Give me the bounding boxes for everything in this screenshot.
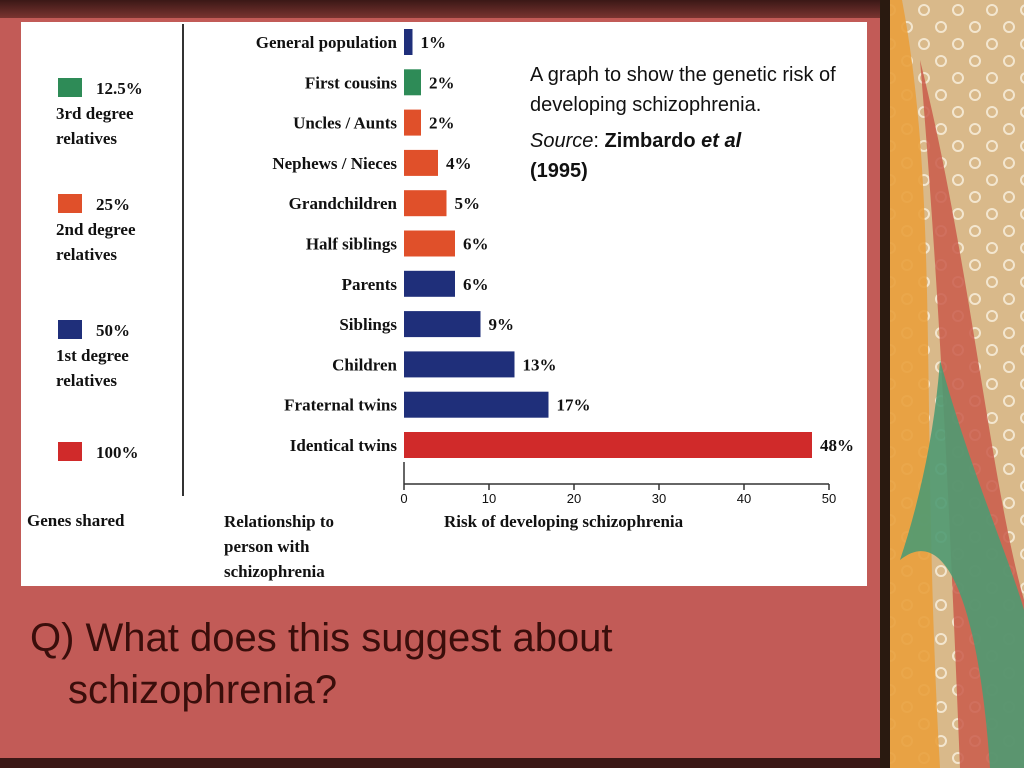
legend-percent: 25% xyxy=(96,195,130,214)
x-tick-label: 20 xyxy=(566,491,582,506)
bar xyxy=(404,432,812,458)
question-text xyxy=(30,612,860,716)
genes-heading: Genes shared xyxy=(27,511,125,530)
category-label: Grandchildren xyxy=(288,194,397,214)
value-label: 5% xyxy=(454,194,480,214)
bar xyxy=(404,392,549,418)
source-year: (1995) xyxy=(530,160,588,182)
bar xyxy=(404,29,413,55)
caption-source xyxy=(530,126,850,186)
relationship-heading-line-1: Relationship to xyxy=(224,512,335,531)
x-tick-label: 10 xyxy=(481,491,497,506)
value-label: 17% xyxy=(556,395,591,415)
question-line-2: schizophrenia? xyxy=(68,668,338,712)
caption-title: A graph to show the genetic risk of developing schizophrenia. xyxy=(530,64,836,116)
x-tick-label: 30 xyxy=(651,491,667,506)
legend-label: 2nd degree xyxy=(56,220,136,239)
value-label: 1% xyxy=(420,33,446,52)
legend-label: 3rd degree xyxy=(56,104,134,123)
legend-swatch xyxy=(58,320,82,339)
x-tick-label: 50 xyxy=(821,491,837,506)
bar xyxy=(404,69,421,95)
value-label: 4% xyxy=(446,153,472,173)
value-label: 2% xyxy=(429,113,455,133)
value-label: 2% xyxy=(429,73,455,93)
decorative-side-panel xyxy=(880,0,1024,768)
slide-top-bar xyxy=(0,0,880,18)
x-axis-label: Risk of developing schizophrenia xyxy=(444,512,684,531)
chart-caption xyxy=(530,60,850,186)
category-label: General population xyxy=(255,33,397,52)
category-label: Fraternal twins xyxy=(284,395,397,415)
bar xyxy=(404,311,481,337)
bar xyxy=(404,150,438,176)
legend-label: relatives xyxy=(56,129,118,148)
value-label: 6% xyxy=(463,274,489,294)
legend-swatch xyxy=(58,78,82,97)
source-author: Zimbardo xyxy=(604,130,702,152)
deco-divider xyxy=(880,0,890,768)
legend-percent: 12.5% xyxy=(96,79,143,98)
relationship-heading-line-3: schizophrenia xyxy=(224,562,325,581)
legend-swatch xyxy=(58,442,82,461)
slide-bottom-bar xyxy=(0,758,880,768)
legend-percent: 100% xyxy=(96,443,139,462)
x-tick-label: 40 xyxy=(736,491,752,506)
bar xyxy=(404,351,515,377)
legend-label: 1st degree xyxy=(56,346,129,365)
category-label: Siblings xyxy=(339,315,397,335)
legend-percent: 50% xyxy=(96,321,130,340)
relationship-heading xyxy=(224,512,338,581)
value-label: 9% xyxy=(488,315,514,335)
legend xyxy=(56,78,143,462)
bar xyxy=(404,190,447,216)
category-labels xyxy=(256,33,398,455)
legend-label: relatives xyxy=(56,371,118,390)
category-label: Half siblings xyxy=(305,234,397,254)
category-label: Uncles / Aunts xyxy=(293,113,397,133)
value-label: 6% xyxy=(463,234,489,254)
category-label: Nephews / Nieces xyxy=(272,153,397,173)
value-label: 13% xyxy=(522,355,557,375)
x-axis xyxy=(400,462,836,506)
bar xyxy=(404,231,455,257)
bar xyxy=(404,110,421,136)
category-label: Children xyxy=(332,355,397,375)
source-etal: et al xyxy=(701,130,742,152)
category-label: Identical twins xyxy=(289,436,397,455)
category-label: Parents xyxy=(341,274,397,294)
source-word: Source xyxy=(530,130,594,152)
x-tick-label: 0 xyxy=(400,491,408,506)
question-line-1: Q) What does this suggest about xyxy=(30,616,613,660)
source-sep: : xyxy=(593,130,605,152)
category-label: First cousins xyxy=(304,73,397,93)
legend-swatch xyxy=(58,194,82,213)
value-label: 48% xyxy=(820,436,854,455)
relationship-heading-line-2: person with xyxy=(224,537,310,556)
bar xyxy=(404,271,455,297)
legend-label: relatives xyxy=(56,245,118,264)
